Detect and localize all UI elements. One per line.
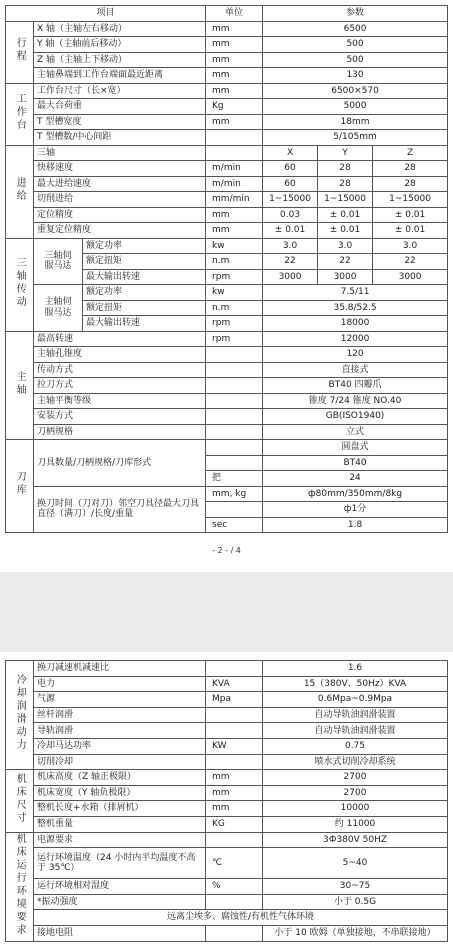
page-number: - 2 - / 4 — [212, 546, 241, 555]
section-title-text: 进给 — [14, 176, 26, 203]
spec-value: 1.8 — [263, 517, 448, 533]
spec-label: 主轴鼻端到工作台端面最近距离 — [34, 68, 206, 84]
spec-value-x: 3000 — [263, 269, 318, 285]
spec-value-x: 1~15000 — [263, 192, 318, 208]
spec-unit — [206, 502, 263, 518]
section-title — [6, 238, 34, 331]
spec-value: 0.75 — [263, 738, 448, 754]
spec-label: 传动方式 — [34, 362, 206, 378]
spec-unit — [206, 661, 263, 677]
spec-label: 刀具数量/刀柄规格/刀库形式 — [34, 440, 206, 487]
spec-label: 导轨润滑 — [34, 723, 206, 739]
spec-unit: mm — [206, 21, 263, 37]
table-row — [6, 770, 448, 786]
spec-unit: mm — [206, 83, 263, 99]
spec-label: 最大输出转速 — [83, 316, 206, 332]
axis-z-header: Z — [373, 145, 448, 161]
spec-unit — [206, 362, 263, 378]
table-header-row — [6, 6, 448, 22]
table-row — [6, 910, 448, 926]
spec-unit: ℃ — [206, 848, 263, 879]
spec-label: X 轴（主轴左右移动） — [34, 21, 206, 37]
spec-unit: rpm — [206, 269, 263, 285]
spec-value-x: 22 — [263, 254, 318, 270]
spec-value: ф80mm/350mm/8kg — [263, 486, 448, 502]
spec-label: Y 轴（主轴前后移动） — [34, 37, 206, 53]
table-row — [6, 207, 448, 223]
table-row — [6, 347, 448, 363]
spec-value: 35.8/52.5 — [263, 300, 448, 316]
section-title — [6, 832, 34, 941]
table-row — [6, 738, 448, 754]
spec-unit: kw — [206, 238, 263, 254]
spec-value-y: ± 0.01 — [318, 223, 373, 239]
spec-value: 500 — [263, 52, 448, 68]
spec-value-z: 28 — [373, 176, 448, 192]
spec-value-z: 28 — [373, 161, 448, 177]
spec-label: 最大进给速度 — [34, 176, 206, 192]
spec-value: 12000 — [263, 331, 448, 347]
spec-unit: m/min — [206, 176, 263, 192]
spec-value-z: 22 — [373, 254, 448, 270]
spec-label: 冷却马达功率 — [34, 738, 206, 754]
table-row — [6, 707, 448, 723]
spec-label: 换刀时间（刀对刀）邻空刀具径最大刀具直径（满刀）/长度/重量 — [34, 486, 206, 533]
table-row — [6, 879, 448, 895]
spec-label: 工作台尺寸（长×宽） — [34, 83, 206, 99]
spec-unit — [206, 894, 263, 910]
table-row — [6, 676, 448, 692]
spec-value: 10000 — [263, 801, 448, 817]
spec-value: 小于 0.5G — [263, 894, 448, 910]
section-title-text: 行程 — [14, 37, 26, 64]
spec-value-y: 22 — [318, 254, 373, 270]
spec-label: 切削冷却 — [34, 754, 206, 770]
document-page-2 — [0, 652, 453, 951]
spec-value: 7.5/11 — [263, 285, 448, 301]
spec-unit — [206, 393, 263, 409]
spec-label: 整机重量 — [34, 816, 206, 832]
spec-label: 最大台荷重 — [34, 99, 206, 115]
spec-unit — [206, 130, 263, 146]
table-row — [6, 723, 448, 739]
table-row — [6, 99, 448, 115]
spec-label: 接地电阻 — [34, 925, 206, 941]
section-title-text: 刀库 — [14, 471, 26, 498]
spec-label: 机床宽度（Y 轴负极限） — [34, 785, 206, 801]
spec-label: 切削进给 — [34, 192, 206, 208]
table-row — [6, 440, 448, 456]
spec-unit: rpm — [206, 316, 263, 332]
table-row — [6, 661, 448, 677]
table-row — [6, 37, 448, 53]
spec-unit: 把 — [206, 471, 263, 487]
spec-table — [5, 5, 448, 533]
spec-label: *振动强度 — [34, 894, 206, 910]
spec-value-x: 3.0 — [263, 238, 318, 254]
spec-unit — [206, 378, 263, 394]
spec-unit — [206, 455, 263, 471]
spec-value-z: 3000 — [373, 269, 448, 285]
spec-label: 额定扭矩 — [83, 300, 206, 316]
spec-unit — [206, 440, 263, 456]
table-row — [6, 52, 448, 68]
spec-value: 3Ф380V 50HZ — [263, 832, 448, 848]
table-row — [6, 816, 448, 832]
spec-unit: % — [206, 879, 263, 895]
spec-label: 额定功率 — [83, 238, 206, 254]
spec-value: BT40 — [263, 455, 448, 471]
section-title — [6, 83, 34, 145]
table-row — [6, 285, 448, 301]
spec-unit: mm — [206, 785, 263, 801]
spec-unit — [206, 145, 263, 161]
spec-unit: mm — [206, 207, 263, 223]
spec-label: 丝杆润滑 — [34, 707, 206, 723]
section-title — [6, 21, 34, 83]
section-title-text: 机床运行环境要求 — [14, 832, 26, 937]
spec-value: 120 — [263, 347, 448, 363]
spec-label: 定位精度 — [34, 207, 206, 223]
spec-value: 2700 — [263, 785, 448, 801]
spec-value: GB(ISO1940) — [263, 409, 448, 425]
table-row — [6, 21, 448, 37]
spec-unit: Mpa — [206, 692, 263, 708]
spec-value: 500 — [263, 37, 448, 53]
spec-unit — [206, 754, 263, 770]
spec-value: 0.6Mpa~0.9Mpa — [263, 692, 448, 708]
spec-value-z: 3.0 — [373, 238, 448, 254]
spec-value: 圆盘式 — [263, 440, 448, 456]
spec-unit: kw — [206, 285, 263, 301]
section-title-text: 主轴 — [14, 370, 26, 397]
spec-value-x: ± 0.01 — [263, 223, 318, 239]
table-row — [6, 192, 448, 208]
spec-value-y: 28 — [318, 161, 373, 177]
spec-unit: mm/min — [206, 192, 263, 208]
spec-unit — [206, 707, 263, 723]
table-row — [6, 801, 448, 817]
spec-unit: sec — [206, 517, 263, 533]
spec-label: 主轴平衡等级 — [34, 393, 206, 409]
spec-label: 最高转速 — [34, 331, 206, 347]
spec-unit — [206, 832, 263, 848]
group-label: 主轴伺服马达 — [34, 285, 83, 332]
spec-table — [5, 660, 448, 942]
spec-unit: KVA — [206, 676, 263, 692]
spec-unit: rpm — [206, 331, 263, 347]
spec-value-z: ± 0.01 — [373, 223, 448, 239]
header-unit: 单位 — [206, 6, 263, 22]
spec-value: 立式 — [263, 424, 448, 440]
spec-value: 5~40 — [263, 848, 448, 879]
spec-label: T 型槽数/中心间距 — [34, 130, 206, 146]
spec-value: 2700 — [263, 770, 448, 786]
section-title — [6, 440, 34, 533]
spec-value-x: 0.03 — [263, 207, 318, 223]
table-row — [6, 362, 448, 378]
section-title — [6, 331, 34, 440]
table-row — [6, 223, 448, 239]
spec-label: 气源 — [34, 692, 206, 708]
spec-value: 15（380V、50Hz）KVA — [263, 676, 448, 692]
spec-label: 电源要求 — [34, 832, 206, 848]
spec-label: 运行环境温度（24 小时内平均温度不高于 35℃） — [34, 848, 206, 879]
section-title-text: 冷却润滑动力 — [14, 674, 26, 753]
spec-value-x: 60 — [263, 176, 318, 192]
table-row — [6, 925, 448, 941]
spec-value: 5/105mm — [263, 130, 448, 146]
environment-note: 远离尘埃多、腐蚀性/有机性气体环境 — [34, 910, 448, 926]
spec-value: 18000 — [263, 316, 448, 332]
spec-label: 刀柄规格 — [34, 424, 206, 440]
spec-unit: mm — [206, 801, 263, 817]
spec-value: 6500×570 — [263, 83, 448, 99]
spec-label: Z 轴（主轴上下移动） — [34, 52, 206, 68]
table-row — [6, 832, 448, 848]
spec-value: 30~75 — [263, 879, 448, 895]
spec-unit: n.m — [206, 300, 263, 316]
section-title-text: 工作台 — [14, 92, 26, 132]
spec-label: 快移速度 — [34, 161, 206, 177]
spec-label: 运行环境相对湿度 — [34, 879, 206, 895]
spec-value: ф1分 — [263, 502, 448, 518]
header-param: 参数 — [263, 6, 448, 22]
spec-label: 换刀减速机减速比 — [34, 661, 206, 677]
spec-value: 5000 — [263, 99, 448, 115]
spec-value-z: ± 0.01 — [373, 207, 448, 223]
spec-unit: KW — [206, 738, 263, 754]
section-title — [6, 770, 34, 832]
spec-unit — [206, 424, 263, 440]
axes-label: 三轴 — [34, 145, 206, 161]
spec-value: 直接式 — [263, 362, 448, 378]
spec-value: 锥度 7/24 锥度 NO.40 — [263, 393, 448, 409]
spec-unit — [206, 723, 263, 739]
table-row — [6, 894, 448, 910]
spec-unit: mm — [206, 52, 263, 68]
spec-value-z: 1~15000 — [373, 192, 448, 208]
table-row — [6, 848, 448, 879]
table-row — [6, 176, 448, 192]
spec-value: 自动导轨油润滑装置 — [263, 723, 448, 739]
spec-label: 重复定位精度 — [34, 223, 206, 239]
spec-value: 自动导轨油润滑装置 — [263, 707, 448, 723]
table-row — [6, 68, 448, 84]
spec-unit: mm — [206, 37, 263, 53]
spec-value: 小于 10 欧姆（单独接地，不串联接地） — [263, 925, 448, 941]
spec-unit: mm — [206, 770, 263, 786]
spec-label: 拉刀方式 — [34, 378, 206, 394]
table-row — [6, 83, 448, 99]
spec-value: 约 11000 — [263, 816, 448, 832]
spec-unit — [206, 925, 263, 941]
spec-value: BT40 四瓣爪 — [263, 378, 448, 394]
spec-unit — [206, 409, 263, 425]
spec-label: 额定功率 — [83, 285, 206, 301]
spec-label: 额定扭矩 — [83, 254, 206, 270]
spec-unit: n.m — [206, 254, 263, 270]
spec-unit: m/min — [206, 161, 263, 177]
table-row — [6, 785, 448, 801]
spec-unit: Kg — [206, 99, 263, 115]
spec-unit: mm — [206, 114, 263, 130]
spec-label: 最大输出转速 — [83, 269, 206, 285]
spec-value-y: 28 — [318, 176, 373, 192]
spec-value: 喷水式切削冷却系统 — [263, 754, 448, 770]
table-row — [6, 161, 448, 177]
spec-value: 6500 — [263, 21, 448, 37]
section-title — [6, 145, 34, 238]
section-title-text: 机床尺寸 — [14, 773, 26, 826]
spec-unit: mm, kg — [206, 486, 263, 502]
section-title-text: 三轴传动 — [14, 256, 26, 309]
spec-value-y: 3000 — [318, 269, 373, 285]
table-row — [6, 331, 448, 347]
table-row — [6, 754, 448, 770]
spec-label: 整机长度+水箱（排屑机） — [34, 801, 206, 817]
spec-value: 130 — [263, 68, 448, 84]
spec-label: 安装方式 — [34, 409, 206, 425]
spec-value-x: 60 — [263, 161, 318, 177]
table-row — [6, 145, 448, 161]
axis-y-header: Y — [318, 145, 373, 161]
spec-value-y: 1~15000 — [318, 192, 373, 208]
spec-unit: KG — [206, 816, 263, 832]
table-row — [6, 130, 448, 146]
spec-unit: mm — [206, 223, 263, 239]
spec-value: 24 — [263, 471, 448, 487]
spec-label: T 型槽宽度 — [34, 114, 206, 130]
spec-unit: mm — [206, 68, 263, 84]
table-row — [6, 424, 448, 440]
spec-unit — [206, 347, 263, 363]
spec-value-y: 3.0 — [318, 238, 373, 254]
spec-label: 电力 — [34, 676, 206, 692]
table-row — [6, 238, 448, 254]
spec-label: 主轴孔锥度 — [34, 347, 206, 363]
section-title — [6, 661, 34, 770]
spec-value: 1.6 — [263, 661, 448, 677]
table-row — [6, 378, 448, 394]
table-row — [6, 692, 448, 708]
header-item: 项目 — [6, 6, 206, 22]
spec-label: 机床高度（Z 轴正极限） — [34, 770, 206, 786]
table-row — [6, 409, 448, 425]
table-row — [6, 486, 448, 502]
axis-x-header: X — [263, 145, 318, 161]
table-row — [6, 393, 448, 409]
spec-value-y: ± 0.01 — [318, 207, 373, 223]
spec-value: 18mm — [263, 114, 448, 130]
group-label: 三轴伺服马达 — [34, 238, 83, 285]
table-row — [6, 114, 448, 130]
